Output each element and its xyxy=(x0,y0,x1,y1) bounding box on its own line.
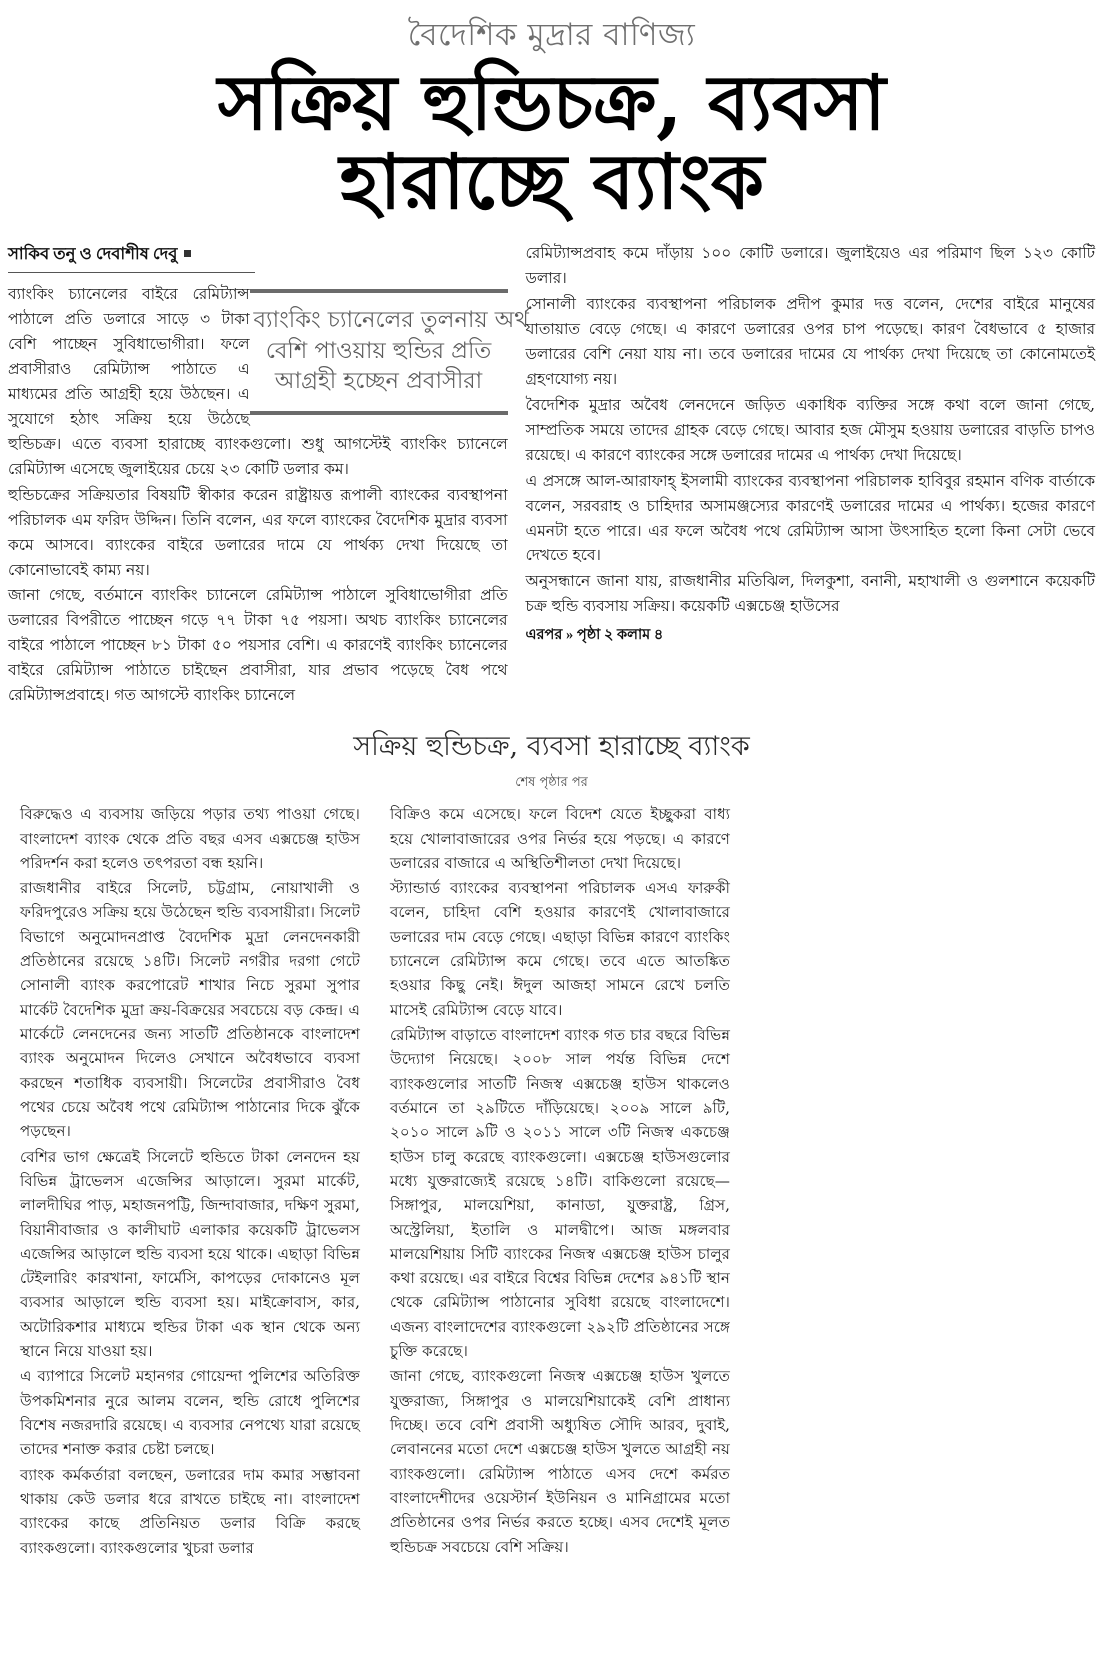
headline-line-1: সক্রিয় হুন্ডিচক্র, ব্যবসা xyxy=(217,58,886,148)
paragraph: ব্যাংক কর্মকর্তারা বলছেন, ডলারের দাম কমার সম্ভাবনা থাকায় কেউ ডলার ধরে রাখতে চাইছে না। বাংলাদেশ ব্যাংকের কাছে প্রতিনিয়ত ডলার বিক্রি করছে ব্যাংকগুলো। ব্যাংকগুলোর খুচরা ডলার xyxy=(20,1465,360,1557)
jump-continuation-note[interactable]: এরপর » পৃষ্ঠা ২ কলাম ৪ xyxy=(525,627,664,644)
paragraph: রাজধানীর বাইরে সিলেট, চট্টগ্রাম, নোয়াখালী ও ফরিদপুরেও সক্রিয় হয়ে উঠেছেন হুন্ডি ব্যবসায়ীরা। সিলেট বিভাগে অনুমোদনপ্রাপ্ত বৈদেশিক মুদ্রা লেনদেনকারী প্রতিষ্ঠানের রয়েছে ১৪টি। সিলেট নগরীর দরগা গেটে সোনালী ব্যাংক করপোরেট শাখার নিচে সুরমা সুপার মার্কেট বৈদেশিক মুদ্রা ক্রয়-বিক্রয়ের সবচেয়ে বড় কেন্দ্র। এ মার্কেটে লেনদেনের জন্য সাতটি প্রতিষ্ঠানকে বাংলাদেশ ব্যাংক অনুমোদন দিলেও সেখানে অবৈধভাবে ব্যবসা করছেন শতাধিক ব্যবসায়ী। সিলেটের প্রবাসীরাও বৈধ পথের চেয়ে অবৈধ পথে রেমিট্যান্স পাঠানোর দিকে ঝুঁকে পড়ছেন। xyxy=(20,879,360,1141)
headline-line-2: হারাচ্ছে ব্যাংক xyxy=(339,136,764,226)
paragraph: ব্যাংকিং চ্যানেলের বাইরে রেমিট্যান্স পাঠালে প্রতি ডলারে সাড়ে ৩ টাকা বেশি পাচ্ছেন সুবিধাভোগীরা। ফলে প্রবাসীরাও রেমিট্যান্স পাঠাতে এ মাধ্যমের প্রতি আগ্রহী হয়ে উঠছেন। এ সুযোগে হঠাৎ সক্রিয় হয়ে উঠেছে হুন্ডিচক্র। এতে ব্যবসা হারাচ্ছে ব্যাংকগুলো। শুধু আগস্টেই ব্যাংকিং চ্যানেলে রেমিট্যান্স এসেছে জুলাইয়ের চেয়ে ২৩ কোটি ডলার কম। xyxy=(8,285,508,478)
paragraph: বিক্রিও কমে এসেছে। ফলে বিদেশ যেতে ইচ্ছুকরা বাধ্য হয়ে খোলাবাজারের ওপর নির্ভর হয়ে পড়ছে। এ কারণে ডলারের বাজারে এ অস্থিতিশীলতা দেখা দিয়েছে। xyxy=(390,805,730,872)
pullquote-line-1: ব্যাংকিং চ্যানেলের তুলনায় অর্থ xyxy=(253,307,529,334)
byline-square-icon xyxy=(184,250,191,257)
byline xyxy=(8,241,255,273)
paragraph: অনুসন্ধানে জানা যায়, রাজধানীর মতিঝিল, দিলকুশা, বনানী, মহাখালী ও গুলশানে কয়েকটি চক্র হুন্ডি ব্যবসায় সক্রিয়। কয়েকটি এক্সচেঞ্জ হাউসের xyxy=(525,572,1095,616)
paragraph: রেমিট্যান্স বাড়াতে বাংলাদেশ ব্যাংক গত চার বছরে বিভিন্ন উদ্যোগ নিয়েছে। ২০০৮ সাল পর্যন্ত বিভিন্ন দেশে ব্যাংকগুলোর সাতটি নিজস্ব এক্সচেঞ্জ হাউস থাকলেও বর্তমানে তা ২৯টিতে দাঁড়িয়েছে। ২০০৯ সালে ৯টি, ২০১০ সালে ৯টি ও ২০১১ সালে ৩টি নিজস্ব একচেঞ্জ হাউস চালু করেছে ব্যাংকগুলো। এক্সচেঞ্জ হাউসগুলোর মধ্যে যুক্তরাজ্যেই রয়েছে ১৪টি। বাকিগুলো রয়েছে— সিঙ্গাপুর, মালয়েশিয়া, কানাডা, যুক্তরাষ্ট্র, গ্রিস, অস্ট্রেলিয়া, ইতালি ও মালদ্বীপে। আজ মঙ্গলবার মালয়েশিয়ায় সিটি ব্যাংকের নিজস্ব এক্সচেঞ্জ হাউস চালুর কথা রয়েছে। এর বাইরে বিশ্বের বিভিন্ন দেশের ৯৪১টি স্থান থেকে রেমিট্যান্স পাঠানোর সুবিধা রয়েছে বাংলাদেশে। এজন্য বাংলাদেশের ব্যাংকগুলো ২৯২টি প্রতিষ্ঠানের সঙ্গে চুক্তি করেছে। xyxy=(390,1026,730,1361)
pullquote-line-3: আগ্রহী হচ্ছেন প্রবাসীরা xyxy=(274,368,483,395)
paragraph: রেমিট্যান্সপ্রবাহ কমে দাঁড়ায় ১০০ কোটি ডলারে। জুলাইয়েও এর পরিমাণ ছিল ১২৩ কোটি ডলার। xyxy=(525,244,1095,287)
paragraph: জানা গেছে, ব্যাংকগুলো নিজস্ব এক্সচেঞ্জ হাউস খুলতে যুক্তরাজ্য, সিঙ্গাপুর ও মালয়েশিয়াকেই বেশি প্রাধান্য দিচ্ছে। তবে বেশি প্রবাসী অধ্যুষিত সৌদি আরব, দুবাই, লেবাননের মতো দেশে এক্সচেঞ্জ হাউস খুলতে আগ্রহী নয় ব্যাংকগুলো। রেমিট্যান্স পাঠাতে এসব দেশে কর্মরত বাংলাদেশীদের ওয়েস্টার্ন ইউনিয়ন ও মানিগ্রামের মতো প্রতিষ্ঠানের ওপর নির্ভর করতে হচ্ছে। এসব দেশেই মূলত হুন্ডিচক্র সবচেয়ে বেশি সক্রিয়। xyxy=(390,1367,730,1556)
paragraph: স্ট্যান্ডার্ড ব্যাংকের ব্যবস্থাপনা পরিচালক এসএ ফারুকী বলেন, চাহিদা বেশি হওয়ার কারণেই খোলাবাজারে ডলারের দাম বেড়ে গেছে। এছাড়া বিভিন্ন কারণে ব্যাংকিং চ্যানেলে রেমিট্যান্স কমে গেছে। তবে এতে আতঙ্কিত হওয়ার কিছু নেই। ঈদুল আজহা সামনে রেখে চলতি মাসেই রেমিট্যান্স বেড়ে যাবে। xyxy=(390,879,730,1019)
pullquote-float xyxy=(250,289,529,415)
top-left-column xyxy=(8,241,529,708)
page-title xyxy=(60,58,1043,226)
continuation-right-column xyxy=(390,802,730,1559)
paragraph: হুন্ডিচক্রের সক্রিয়তার বিষয়টি স্বীকার করেন রাষ্ট্রায়ত্ত রূপালী ব্যাংকের ব্যবস্থাপনা পরিচালক এম ফরিদ উদ্দিন। তিনি বলেন, এর ফলে ব্যাংকের বৈদেশিক মুদ্রার ব্যবসা কমে আসবে। ব্যাংকের বাইরে ডলারের দামে যে পার্থক্য দেখা দিয়েছে তা কোনোভাবেই কাম্য নয়। xyxy=(8,485,508,579)
byline-text: সাকিব তনু ও দেবাশীষ দেবু xyxy=(8,244,178,264)
paragraph: জানা গেছে, বর্তমানে ব্যাংকিং চ্যানেলে রেমিট্যান্স পাঠালে সুবিধাভোগীরা প্রতি ডলারের বিপরীতে পাচ্ছেন গড়ে ৭৭ টাকা ৭৫ পয়সা। অথচ ব্যাংকিং চ্যানেলের বাইরে পাঠালে পাচ্ছেন ৮১ টাকা ৫০ পয়সার বেশি। এ কারণেই ব্যাংকিং চ্যানেলের বাইরে রেমিট্যান্স পাঠাতে চাইছেন প্রবাসীরা, যার প্রভাব পড়েছে বৈধ পথে রেমিট্যান্সপ্রবাহে। গত আগস্টে ব্যাংকিং চ্যানেলে xyxy=(8,586,508,705)
continuation-left-column xyxy=(20,802,360,1560)
continuation-headline: সক্রিয় হুন্ডিচক্র, ব্যবসা হারাচ্ছে ব্যাংক xyxy=(353,731,750,763)
paragraph: এ প্রসঙ্গে আল-আরাফাহ্ ইসলামী ব্যাংকের ব্যবস্থাপনা পরিচালক হাবিবুর রহমান বণিক বার্তাকে বলেন, সরবরাহ ও চাহিদার অসামঞ্জস্যের কারণেই ডলারের দামের এ পার্থক্য। হজের কারণে এমনটা হতে পারে। এর ফলে অবৈধ পথে রেমিট্যান্স আসা উৎসাহিত হলো কিনা সেটা ভেবে দেখতে হবে। xyxy=(525,471,1095,565)
pullquote-line-2: বেশি পাওয়ায় হুন্ডির প্রতি xyxy=(265,337,492,364)
paragraph: বিরুদ্ধেও এ ব্যবসায় জড়িয়ে পড়ার তথ্য পাওয়া গেছে। বাংলাদেশ ব্যাংক থেকে প্রতি বছর এসব এক্সচেঞ্জ হাউস পরিদর্শন করা হলেও তৎপরতা বন্ধ হয়নি। xyxy=(20,805,360,872)
paragraph: বৈদেশিক মুদ্রার অবৈধ লেনদেনে জড়িত একাধিক ব্যক্তির সঙ্গে কথা বলে জানা গেছে, সাম্প্রতিক সময়ে তাদের গ্রাহক বেড়ে গেছে। আবার হজ মৌসুম হওয়ায় ডলারের বাড়তি চাপও রয়েছে। এ কারণে ব্যাংকের সঙ্গে ডলারের দামের এ পার্থক্য দেখা দিয়েছে। xyxy=(525,395,1095,464)
paragraph: এ ব্যাপারে সিলেট মহানগর গোয়েন্দা পুলিশের অতিরিক্ত উপকমিশনার নুরে আলম বলেন, হুন্ডি রোধে পুলিশের বিশেষ নজরদারি রয়েছে। এ ব্যবসার নেপথ্যে যারা রয়েছে তাদের শনাক্ত করার চেষ্টা চলছে। xyxy=(20,1367,360,1459)
continuation-columns xyxy=(8,802,1095,1560)
continuation-section xyxy=(0,726,1103,1560)
paragraph: বেশির ভাগ ক্ষেত্রেই সিলেটে হুন্ডিতে টাকা লেনদেন হয় বিভিন্ন ট্রাভেলস এজেন্সির আড়ালে। সুরমা মার্কেট, লালদীঘির পাড়, মহাজনপট্টি, জিন্দাবাজার, দক্ষিণ সুরমা, বিয়ানীবাজার ও কালীঘাট এলাকার কয়েকটি ট্রাভেলস এজেন্সির আড়ালে হুন্ডি ব্যবসা হয়ে থাকে। এছাড়া বিভিন্ন টেইলারিং কারখানা, ফার্মেসি, কাপড়ের দোকানেও মূল ব্যবসার আড়ালে হুন্ডি ব্যবসা হয়। মাইক্রোবাস, কার, অটোরিকশার মাধ্যমে হুন্ডির টাকা এক স্থান থেকে অন্য স্থানে নিয়ে যাওয়া হয়। xyxy=(20,1147,360,1361)
pullquote xyxy=(250,289,529,415)
paragraph: সোনালী ব্যাংকের ব্যবস্থাপনা পরিচালক প্রদীপ কুমার দত্ত বলেন, দেশের বাইরে মানুষের যাতায়াত বেড়ে গেছে। এ কারণে ডলারের ওপর চাপ পড়েছে। কারণ বৈধভাবে ৫ হাজার ডলারের বেশি নেয়া যায় না। তবে ডলারের দামের যে পার্থক্য দেখা দিয়েছে তা কোনোমতেই গ্রহণযোগ্য নয়। xyxy=(525,294,1095,388)
top-right-column xyxy=(526,241,1095,648)
top-article-body xyxy=(0,241,1103,708)
continuation-subheading: শেষ পৃষ্ঠার পর xyxy=(515,775,588,791)
article-kicker: বৈদেশিক মুদ্রার বাণিজ্য xyxy=(407,17,696,53)
